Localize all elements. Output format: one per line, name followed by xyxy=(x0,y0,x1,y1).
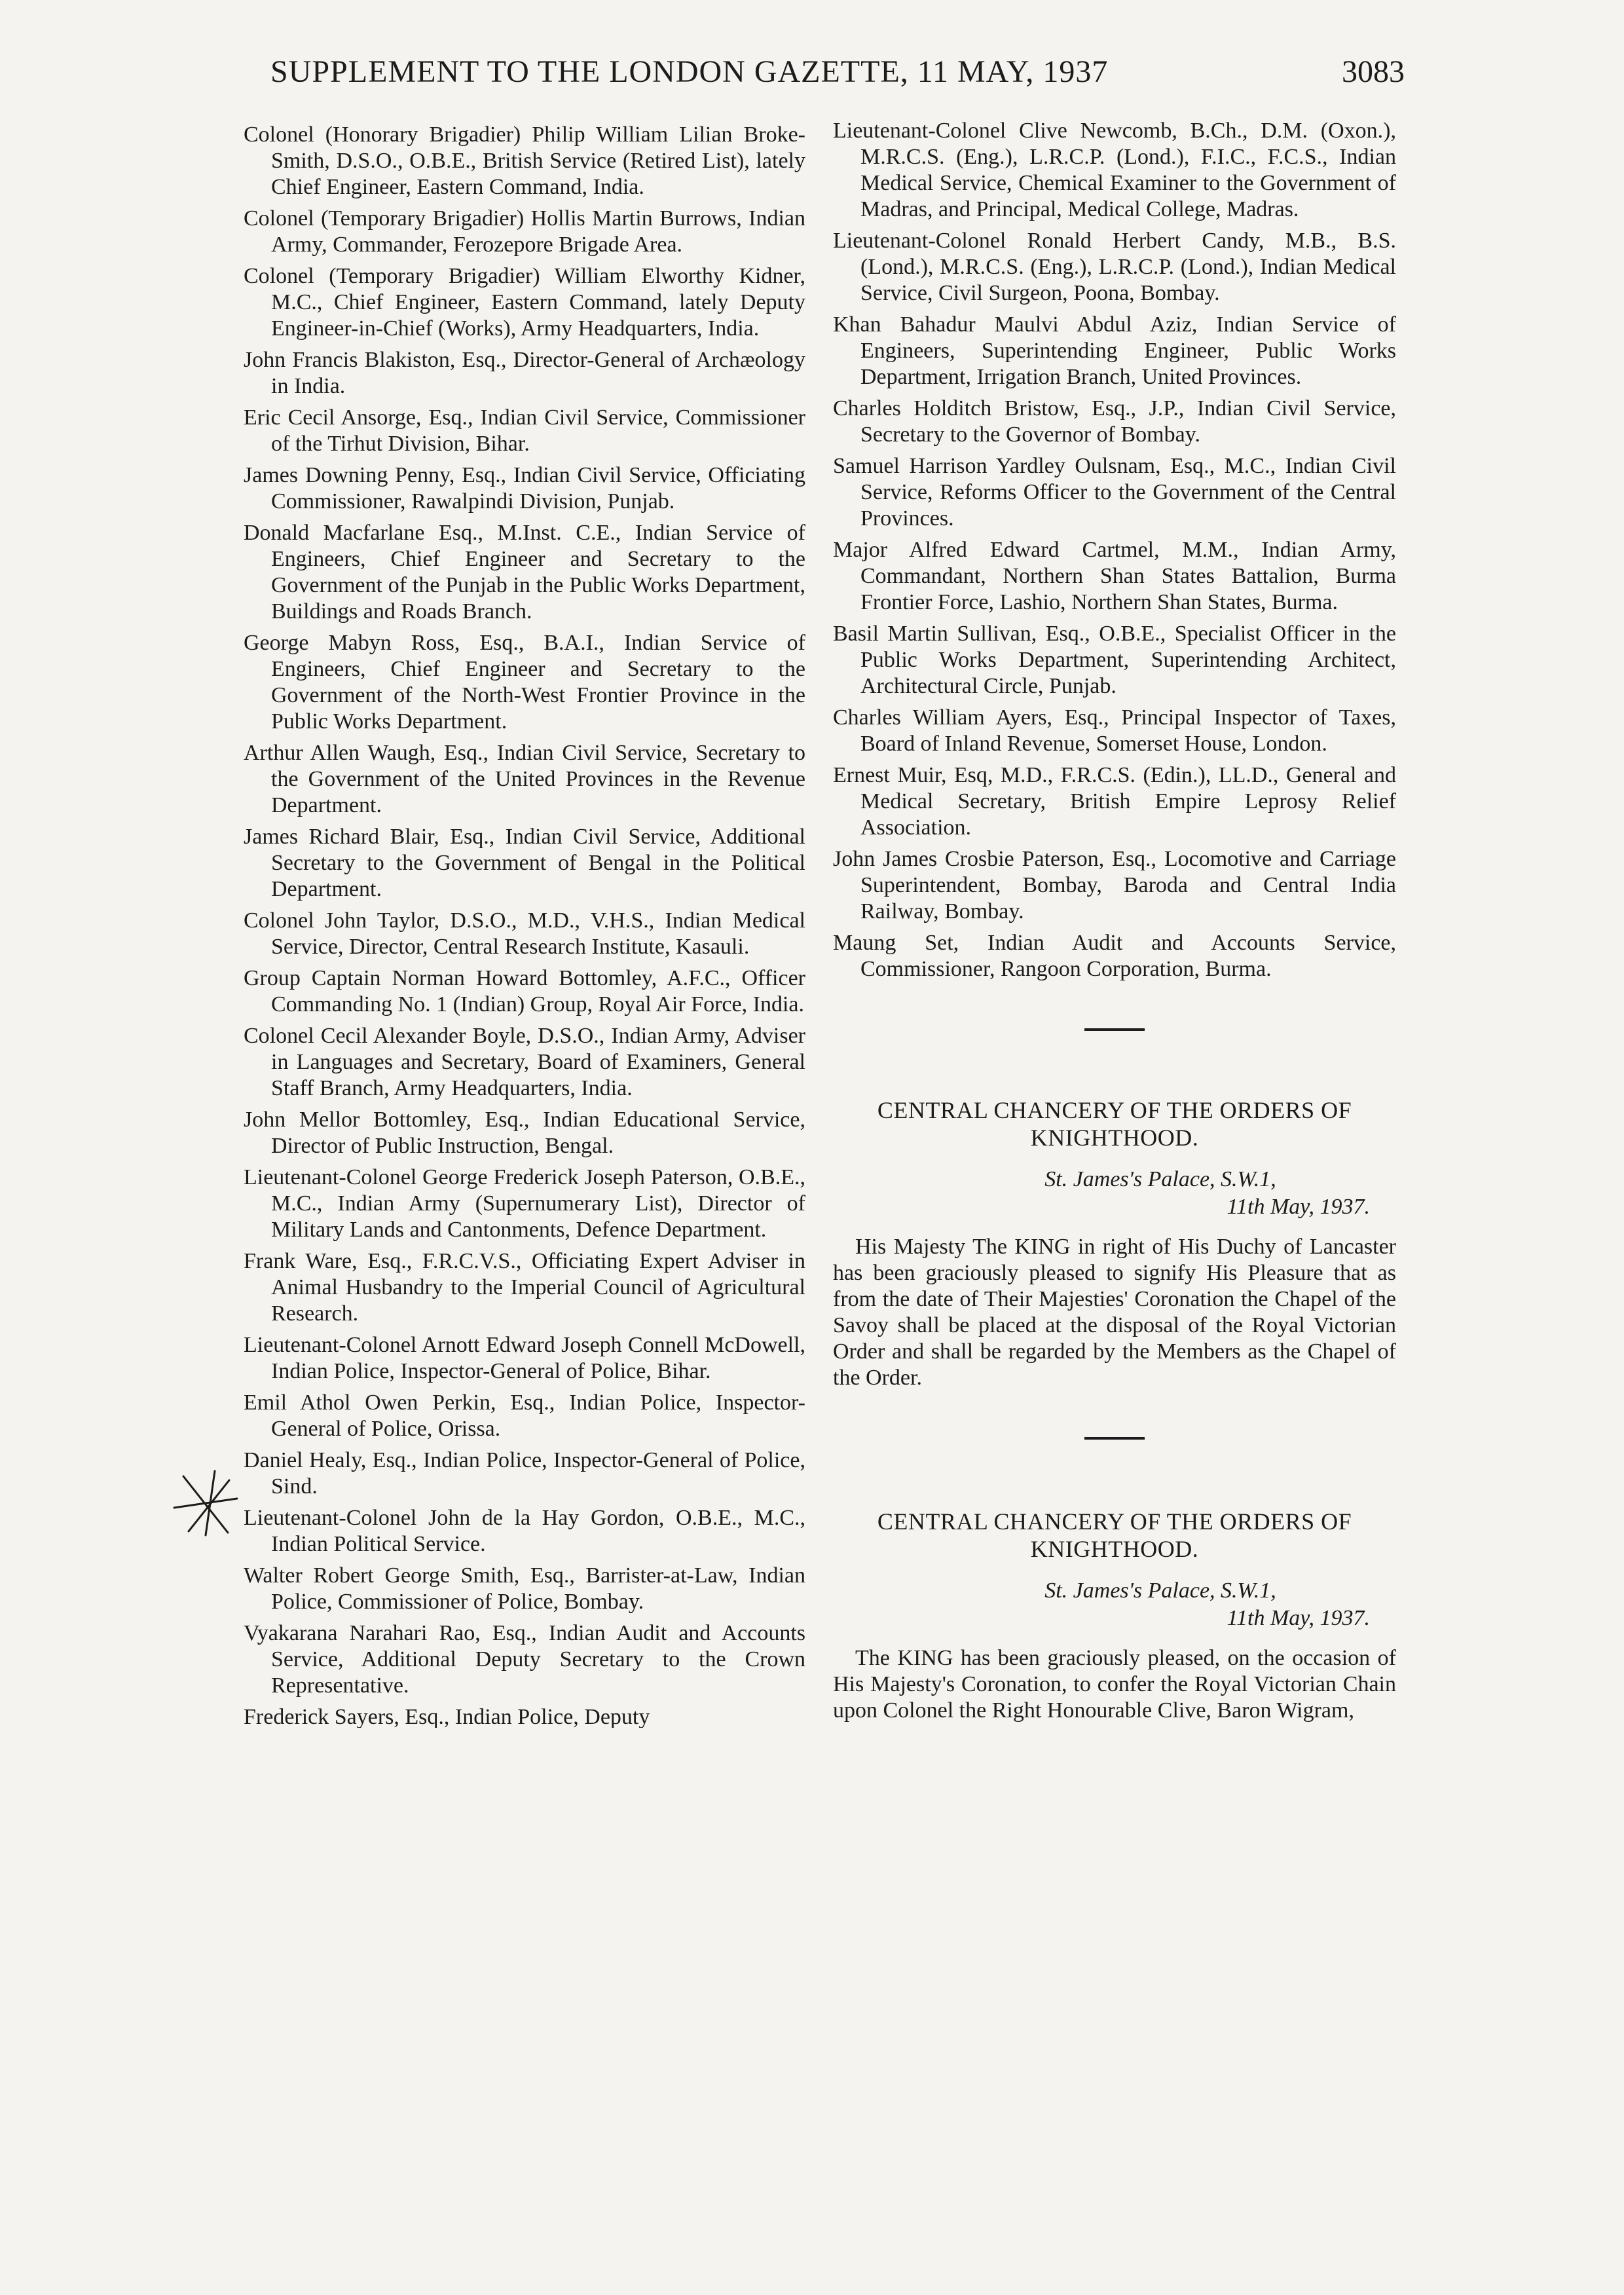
honours-entry: Eric Cecil Ansorge, Esq., Indian Civil Service, Commissioner of the Tirhut Division, Bihar. xyxy=(244,405,805,456)
notice-heading: CENTRAL CHANCERY OF THE ORDERS OF KNIGHTHOOD. xyxy=(877,1508,1352,1562)
honours-entry: Colonel (Temporary Brigadier) William Elworthy Kidner, M.C., Chief Engineer, Eastern Command, lately Deputy Engineer-in-Chief (Works), Army Headquarters, India. xyxy=(244,264,805,341)
section-divider xyxy=(1084,1028,1145,1031)
honours-entry: Ernest Muir, Esq, M.D., F.R.C.S. (Edin.), LL.D., General and Medical Secretary, British Empire Leprosy Relief Association. xyxy=(833,763,1396,840)
honours-entry: Vyakarana Narahari Rao, Esq., Indian Audit and Accounts Service, Additional Deputy Secretary to the Crown Representative. xyxy=(244,1621,805,1698)
honours-entry: James Downing Penny, Esq., Indian Civil Service, Officiating Commissioner, Rawalpindi Division, Punjab. xyxy=(244,463,805,513)
section-divider xyxy=(1084,1437,1145,1440)
honours-entry-continued: Frederick Sayers, Esq., Indian Police, Deputy xyxy=(244,1705,650,1728)
honours-entry: Daniel Healy, Esq., Indian Police, Inspector-General of Police, Sind. xyxy=(244,1448,805,1499)
honours-entry: Colonel Cecil Alexander Boyle, D.S.O., Indian Army, Adviser in Languages and Secretary, Board of Examiners, General Staff Branch, Army Headquarters, India. xyxy=(244,1024,805,1100)
honours-entry: John Mellor Bottomley, Esq., Indian Educational Service, Director of Public Instruction, Bengal. xyxy=(244,1108,805,1158)
honours-entry: Maung Set, Indian Audit and Accounts Service, Commissioner, Rangoon Corporation, Burma. xyxy=(833,931,1396,981)
notice-place: St. James's Palace, S.W.1, xyxy=(1044,1167,1276,1191)
notice-place: St. James's Palace, S.W.1, xyxy=(1044,1578,1276,1603)
honours-entry: Lieutenant-Colonel George Frederick Joseph Paterson, O.B.E., M.C., Indian Army (Supernumerary List), Director of Military Lands and Cantonments, Defence Department. xyxy=(244,1165,805,1242)
honours-entry: John James Crosbie Paterson, Esq., Locomotive and Carriage Superintendent, Bombay, Baroda and Central India Railway, Bombay. xyxy=(833,847,1396,924)
page-number: 3083 xyxy=(1342,54,1405,89)
honours-entry: Colonel (Honorary Brigadier) Philip William Lilian Broke-Smith, D.S.O., O.B.E., British Service (Retired List), lately Chief Engineer, Eastern Command, India. xyxy=(244,122,805,199)
gazette-header xyxy=(246,48,1405,101)
honours-entry: Colonel (Temporary Brigadier) Hollis Martin Burrows, Indian Army, Commander, Ferozepore Brigade Area. xyxy=(244,206,805,257)
honours-entry: Samuel Harrison Yardley Oulsnam, Esq., M.C., Indian Civil Service, Reforms Officer to the Government of the Central Provinces. xyxy=(833,454,1396,531)
honours-entry: Frank Ware, Esq., F.R.C.V.S., Officiating Expert Adviser in Animal Husbandry to the Imperial Council of Agricultural Research. xyxy=(244,1249,805,1326)
right-column xyxy=(833,118,1396,1724)
honours-entry: Group Captain Norman Howard Bottomley, A.F.C., Officer Commanding No. 1 (Indian) Group, Royal Air Force, India. xyxy=(244,966,805,1017)
honours-entry: Donald Macfarlane Esq., M.Inst. C.E., Indian Service of Engineers, Chief Engineer and Secretary to the Government of the Punjab in the Public Works Department, Buildings and Roads Branch. xyxy=(244,521,805,624)
honours-entry: Emil Athol Owen Perkin, Esq., Indian Police, Inspector-General of Police, Orissa. xyxy=(244,1390,805,1441)
honours-entry: Arthur Allen Waugh, Esq., Indian Civil Service, Secretary to the Government of the United Provinces in the Revenue Department. xyxy=(244,741,805,817)
notice-date: 11th May, 1937. xyxy=(1227,1606,1370,1630)
notice-body: His Majesty The KING in right of His Duchy of Lancaster has been graciously pleased to signify His Pleasure that as from the date of Their Majesties' Coronation the Chapel of the Savoy shall be placed at the disposal of the Royal Victorian Order and shall be regarded by the Members as the Chapel of the Order. xyxy=(833,1235,1396,1390)
chancery-notice-2 xyxy=(833,1508,1396,1724)
honours-entry: Colonel John Taylor, D.S.O., M.D., V.H.S., Indian Medical Service, Director, Central Research Institute, Kasauli. xyxy=(244,908,805,959)
honours-entry: Charles Holditch Bristow, Esq., J.P., Indian Civil Service, Secretary to the Governor of Bombay. xyxy=(833,396,1396,447)
notice-body: The KING has been graciously pleased, on the occasion of His Majesty's Coronation, to confer the Royal Victorian Chain upon Colonel the Right Honourable Clive, Baron Wigram, xyxy=(833,1646,1396,1723)
left-column xyxy=(244,122,805,1733)
notice-date: 11th May, 1937. xyxy=(1227,1195,1370,1219)
honours-entry: Lieutenant-Colonel John de la Hay Gordon, O.B.E., M.C., Indian Political Service. xyxy=(244,1506,805,1556)
honours-entry: Lieutenant-Colonel Arnott Edward Joseph Connell McDowell, Indian Police, Inspector-General of Police, Bihar. xyxy=(244,1333,805,1383)
notice-heading: CENTRAL CHANCERY OF THE ORDERS OF KNIGHTHOOD. xyxy=(877,1097,1352,1151)
chancery-notice-1 xyxy=(833,1096,1396,1391)
honours-entry: John Francis Blakiston, Esq., Director-General of Archæology in India. xyxy=(244,348,805,398)
handwritten-asterisk-mark xyxy=(169,1468,241,1540)
honours-entry: Khan Bahadur Maulvi Abdul Aziz, Indian Service of Engineers, Superintending Engineer, Public Works Department, Irrigation Branch, United Provinces. xyxy=(833,312,1396,389)
honours-entry: Basil Martin Sullivan, Esq., O.B.E., Specialist Officer in the Public Works Department, Superintending Architect, Architectural Circle, Punjab. xyxy=(833,622,1396,698)
honours-entry: James Richard Blair, Esq., Indian Civil Service, Additional Secretary to the Government of Bengal in the Political Department. xyxy=(244,825,805,901)
honours-entry: Major Alfred Edward Cartmel, M.M., Indian Army, Commandant, Northern Shan States Battalion, Burma Frontier Force, Lashio, Northern Shan States, Burma. xyxy=(833,538,1396,614)
honours-entry: Charles William Ayers, Esq., Principal Inspector of Taxes, Board of Inland Revenue, Somerset House, London. xyxy=(833,705,1396,756)
honours-entry: Lieutenant-Colonel Ronald Herbert Candy, M.B., B.S. (Lond.), M.R.C.S. (Eng.), L.R.C.P. (Lond.), Indian Medical Service, Civil Surgeon, Poona, Bombay. xyxy=(833,229,1396,305)
honours-entry: George Mabyn Ross, Esq., B.A.I., Indian Service of Engineers, Chief Engineer and Secretary to the Government of the North-West Frontier Province in the Public Works Department. xyxy=(244,631,805,734)
honours-entry: Lieutenant-Colonel Clive Newcomb, B.Ch., D.M. (Oxon.), M.R.C.S. (Eng.), L.R.C.P. (Lond.), F.I.C., F.C.S., Indian Medical Service, Chemical Examiner to the Government of Madras, and Principal, Medical College, Madras. xyxy=(833,119,1396,221)
gazette-title: SUPPLEMENT TO THE LONDON GAZETTE, 11 MAY, 1937 xyxy=(270,54,1109,89)
honours-entry: Walter Robert George Smith, Esq., Barrister-at-Law, Indian Police, Commissioner of Police, Bombay. xyxy=(244,1563,805,1614)
